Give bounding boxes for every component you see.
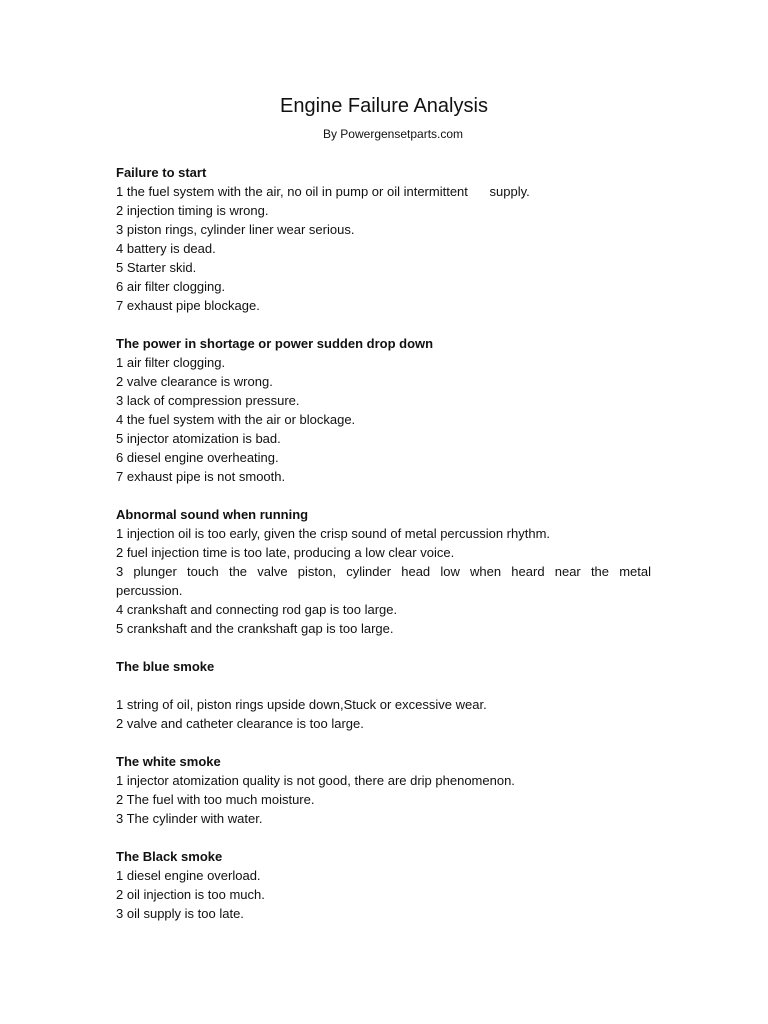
list-item: 3 oil supply is too late. bbox=[116, 906, 244, 921]
spacer bbox=[116, 676, 651, 695]
section-failure-to-start bbox=[116, 163, 651, 315]
section-blue-smoke bbox=[116, 657, 651, 733]
document-body bbox=[116, 163, 651, 942]
section-heading: Abnormal sound when running bbox=[116, 507, 309, 522]
section-heading: The white smoke bbox=[116, 754, 221, 769]
list-item: 1 the fuel system with the air, no oil in pump or oil intermittent supply. bbox=[116, 184, 530, 199]
section-heading: The power in shortage or power sudden drop down bbox=[116, 336, 434, 351]
document-byline: By Powergensetparts.com bbox=[322, 127, 464, 141]
list-item: 5 injector atomization is bad. bbox=[116, 431, 281, 446]
list-item: 1 string of oil, piston rings upside down,Stuck or excessive wear. bbox=[116, 697, 487, 712]
document-title: Engine Failure Analysis bbox=[280, 95, 488, 117]
section-heading: Failure to start bbox=[116, 165, 207, 180]
list-item: 7 exhaust pipe is not smooth. bbox=[116, 469, 286, 484]
list-item: 2 oil injection is too much. bbox=[116, 887, 265, 902]
list-item: 6 air filter clogging. bbox=[116, 279, 226, 294]
list-item: 3 plunger touch the valve piston, cylinder head low when heard near the metal bbox=[116, 564, 651, 579]
list-item: 2 valve and catheter clearance is too large. bbox=[116, 716, 364, 731]
list-item: 4 crankshaft and connecting rod gap is too large. bbox=[116, 602, 398, 617]
list-item: 4 the fuel system with the air or blockage. bbox=[116, 412, 356, 427]
list-item: 2 injection timing is wrong. bbox=[116, 203, 269, 218]
section-heading: The Black smoke bbox=[116, 849, 223, 864]
list-item: 4 battery is dead. bbox=[116, 241, 216, 256]
list-item: 1 injector atomization quality is not good, there are drip phenomenon. bbox=[116, 773, 515, 788]
list-item: 5 crankshaft and the crankshaft gap is too large. bbox=[116, 621, 394, 636]
section-abnormal-sound bbox=[116, 505, 651, 638]
list-item: 3 piston rings, cylinder liner wear serious. bbox=[116, 222, 355, 237]
list-item: 3 The cylinder with water. bbox=[116, 811, 263, 826]
section-heading: The blue smoke bbox=[116, 659, 215, 674]
list-item: 1 diesel engine overload. bbox=[116, 868, 261, 883]
list-item: 6 diesel engine overheating. bbox=[116, 450, 279, 465]
section-power-shortage bbox=[116, 334, 651, 486]
list-item: 2 valve clearance is wrong. bbox=[116, 374, 273, 389]
list-item: 2 fuel injection time is too late, producing a low clear voice. bbox=[116, 545, 455, 560]
list-item: 5 Starter skid. bbox=[116, 260, 197, 275]
list-item: 2 The fuel with too much moisture. bbox=[116, 792, 315, 807]
list-item: 1 injection oil is too early, given the crisp sound of metal percussion rhythm. bbox=[116, 526, 551, 541]
list-item: 3 lack of compression pressure. bbox=[116, 393, 300, 408]
section-black-smoke bbox=[116, 847, 651, 923]
list-item: 7 exhaust pipe blockage. bbox=[116, 298, 260, 313]
list-item: 1 air filter clogging. bbox=[116, 355, 226, 370]
list-item-continuation: percussion. bbox=[116, 583, 183, 598]
section-white-smoke bbox=[116, 752, 651, 828]
